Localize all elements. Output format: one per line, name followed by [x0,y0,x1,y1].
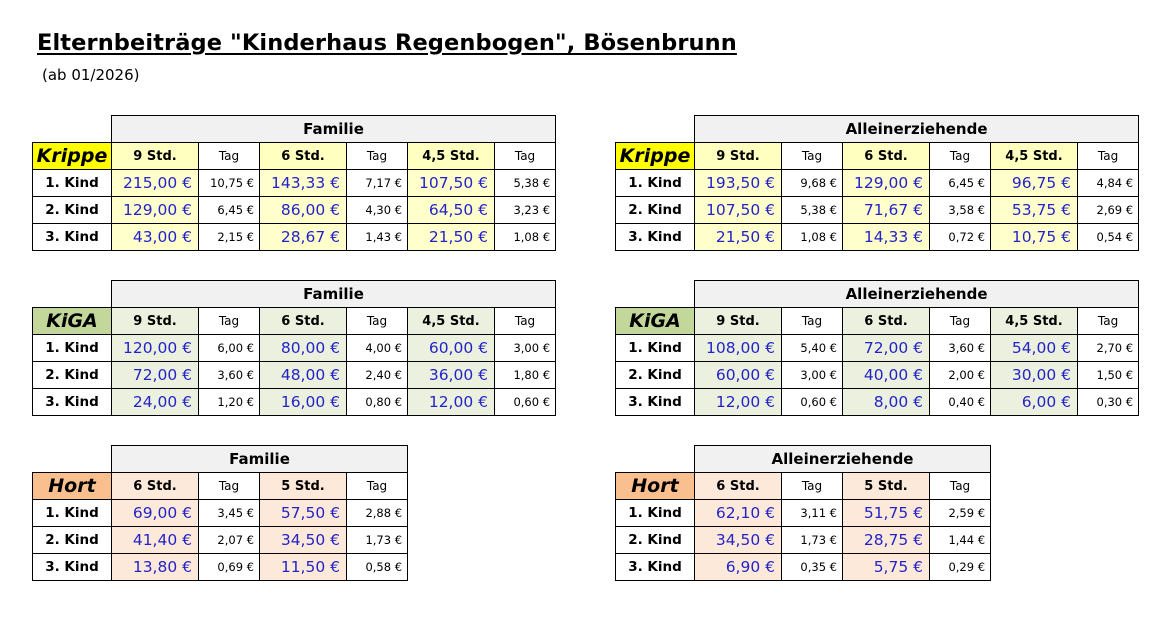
page-subtitle: (ab 01/2026) [42,66,140,84]
daily-fee-cell: 1,43 € [347,224,408,251]
daily-fee-cell: 3,60 € [199,362,260,389]
daily-fee-cell: 1,73 € [782,527,843,554]
monthly-fee-cell: 28,67 € [260,224,347,251]
daily-fee-cell: 2,59 € [930,500,991,527]
table-row [616,527,991,554]
daily-fee-cell: 1,08 € [782,224,843,251]
monthly-fee-cell: 28,75 € [843,527,930,554]
monthly-fee-cell: 5,75 € [843,554,930,581]
daily-fee-cell: 2,40 € [347,362,408,389]
daily-fee-cell: 4,30 € [347,197,408,224]
fee-table-krippe-allein [615,115,1139,251]
blank-corner [33,281,112,308]
monthly-fee-cell: 72,00 € [112,362,199,389]
column-header-tag: Tag [782,308,843,335]
monthly-fee-cell: 14,33 € [843,224,930,251]
daily-fee-cell: 5,38 € [782,197,843,224]
fee-table-krippe-familie [32,115,556,251]
column-header-hours: 5 Std. [260,473,347,500]
table-row [33,554,408,581]
row-label-kind: 1. Kind [616,500,695,527]
column-header-tag: Tag [347,473,408,500]
monthly-fee-cell: 96,75 € [991,170,1078,197]
daily-fee-cell: 5,40 € [782,335,843,362]
monthly-fee-cell: 71,67 € [843,197,930,224]
daily-fee-cell: 1,44 € [930,527,991,554]
daily-fee-cell: 1,50 € [1078,362,1139,389]
daily-fee-cell: 3,00 € [495,335,556,362]
table-row [33,335,556,362]
row-label-kind: 2. Kind [616,527,695,554]
group-header: Familie [112,446,408,473]
column-header-tag: Tag [930,473,991,500]
daily-fee-cell: 0,35 € [782,554,843,581]
daily-fee-cell: 3,23 € [495,197,556,224]
row-label-kind: 1. Kind [616,335,695,362]
row-label-kind: 1. Kind [33,335,112,362]
group-header: Familie [112,116,556,143]
fee-table-hort-familie [32,445,408,581]
daily-fee-cell: 1,73 € [347,527,408,554]
monthly-fee-cell: 53,75 € [991,197,1078,224]
monthly-fee-cell: 215,00 € [112,170,199,197]
monthly-fee-cell: 60,00 € [408,335,495,362]
daily-fee-cell: 0,69 € [199,554,260,581]
table-row [33,527,408,554]
monthly-fee-cell: 120,00 € [112,335,199,362]
blank-corner [616,446,695,473]
column-header-tag: Tag [199,473,260,500]
column-header-hours: 9 Std. [112,308,199,335]
category-label: Hort [616,473,695,500]
column-header-hours: 6 Std. [843,143,930,170]
daily-fee-cell: 0,60 € [782,389,843,416]
row-label-kind: 2. Kind [33,362,112,389]
monthly-fee-cell: 34,50 € [695,527,782,554]
daily-fee-cell: 3,60 € [930,335,991,362]
table-row [616,362,1139,389]
monthly-fee-cell: 54,00 € [991,335,1078,362]
group-header: Alleinerziehende [695,446,991,473]
daily-fee-cell: 1,80 € [495,362,556,389]
daily-fee-cell: 4,00 € [347,335,408,362]
daily-fee-cell: 0,29 € [930,554,991,581]
daily-fee-cell: 1,08 € [495,224,556,251]
monthly-fee-cell: 108,00 € [695,335,782,362]
monthly-fee-cell: 107,50 € [695,197,782,224]
daily-fee-cell: 6,45 € [930,170,991,197]
daily-fee-cell: 10,75 € [199,170,260,197]
monthly-fee-cell: 16,00 € [260,389,347,416]
monthly-fee-cell: 13,80 € [112,554,199,581]
category-label: KiGA [33,308,112,335]
monthly-fee-cell: 193,50 € [695,170,782,197]
column-header-hours: 9 Std. [112,143,199,170]
blank-corner [616,116,695,143]
column-header-hours: 9 Std. [695,143,782,170]
column-header-hours: 4,5 Std. [991,143,1078,170]
monthly-fee-cell: 11,50 € [260,554,347,581]
monthly-fee-cell: 21,50 € [408,224,495,251]
monthly-fee-cell: 21,50 € [695,224,782,251]
monthly-fee-cell: 43,00 € [112,224,199,251]
column-header-tag: Tag [1078,143,1139,170]
table-row [33,197,556,224]
monthly-fee-cell: 24,00 € [112,389,199,416]
table-row [33,362,556,389]
table-row [616,389,1139,416]
monthly-fee-cell: 72,00 € [843,335,930,362]
page-title: Elternbeiträge "Kinderhaus Regenbogen", Bösenbrunn [37,30,737,56]
group-header: Alleinerziehende [695,116,1139,143]
column-header-tag: Tag [930,308,991,335]
monthly-fee-cell: 6,00 € [991,389,1078,416]
monthly-fee-cell: 41,40 € [112,527,199,554]
monthly-fee-cell: 12,00 € [695,389,782,416]
table-row [616,224,1139,251]
daily-fee-cell: 0,54 € [1078,224,1139,251]
monthly-fee-cell: 129,00 € [843,170,930,197]
daily-fee-cell: 3,45 € [199,500,260,527]
table-row [616,197,1139,224]
category-label: KiGA [616,308,695,335]
blank-corner [33,446,112,473]
row-label-kind: 1. Kind [33,500,112,527]
daily-fee-cell: 2,07 € [199,527,260,554]
fee-table-hort-allein [615,445,991,581]
daily-fee-cell: 3,00 € [782,362,843,389]
category-label: Krippe [33,143,112,170]
column-header-tag: Tag [199,308,260,335]
monthly-fee-cell: 69,00 € [112,500,199,527]
monthly-fee-cell: 12,00 € [408,389,495,416]
column-header-hours: 6 Std. [695,473,782,500]
column-header-tag: Tag [347,143,408,170]
table-row [616,335,1139,362]
monthly-fee-cell: 80,00 € [260,335,347,362]
daily-fee-cell: 6,00 € [199,335,260,362]
daily-fee-cell: 3,11 € [782,500,843,527]
column-header-hours: 5 Std. [843,473,930,500]
daily-fee-cell: 0,80 € [347,389,408,416]
fee-table-kiga-familie [32,280,556,416]
column-header-tag: Tag [1078,308,1139,335]
group-header: Alleinerziehende [695,281,1139,308]
monthly-fee-cell: 143,33 € [260,170,347,197]
blank-corner [616,281,695,308]
row-label-kind: 2. Kind [616,197,695,224]
daily-fee-cell: 2,69 € [1078,197,1139,224]
table-row [616,500,991,527]
category-label: Hort [33,473,112,500]
monthly-fee-cell: 40,00 € [843,362,930,389]
column-header-hours: 9 Std. [695,308,782,335]
column-header-tag: Tag [495,308,556,335]
row-label-kind: 3. Kind [33,554,112,581]
daily-fee-cell: 2,70 € [1078,335,1139,362]
column-header-hours: 4,5 Std. [408,308,495,335]
table-row [33,224,556,251]
row-label-kind: 2. Kind [33,197,112,224]
table-row [33,500,408,527]
column-header-hours: 4,5 Std. [408,143,495,170]
monthly-fee-cell: 48,00 € [260,362,347,389]
table-row [616,554,991,581]
daily-fee-cell: 0,30 € [1078,389,1139,416]
monthly-fee-cell: 30,00 € [991,362,1078,389]
table-row [33,170,556,197]
monthly-fee-cell: 62,10 € [695,500,782,527]
row-label-kind: 3. Kind [616,554,695,581]
row-label-kind: 2. Kind [616,362,695,389]
monthly-fee-cell: 51,75 € [843,500,930,527]
daily-fee-cell: 6,45 € [199,197,260,224]
monthly-fee-cell: 36,00 € [408,362,495,389]
daily-fee-cell: 0,72 € [930,224,991,251]
daily-fee-cell: 2,88 € [347,500,408,527]
daily-fee-cell: 1,20 € [199,389,260,416]
monthly-fee-cell: 10,75 € [991,224,1078,251]
column-header-hours: 6 Std. [260,143,347,170]
row-label-kind: 3. Kind [33,224,112,251]
table-row [616,170,1139,197]
column-header-tag: Tag [199,143,260,170]
monthly-fee-cell: 57,50 € [260,500,347,527]
monthly-fee-cell: 6,90 € [695,554,782,581]
monthly-fee-cell: 129,00 € [112,197,199,224]
daily-fee-cell: 0,60 € [495,389,556,416]
daily-fee-cell: 9,68 € [782,170,843,197]
column-header-hours: 6 Std. [112,473,199,500]
daily-fee-cell: 0,58 € [347,554,408,581]
monthly-fee-cell: 34,50 € [260,527,347,554]
monthly-fee-cell: 8,00 € [843,389,930,416]
daily-fee-cell: 2,00 € [930,362,991,389]
daily-fee-cell: 2,15 € [199,224,260,251]
group-header: Familie [112,281,556,308]
column-header-tag: Tag [782,143,843,170]
category-label: Krippe [616,143,695,170]
row-label-kind: 3. Kind [616,389,695,416]
fee-table-kiga-allein [615,280,1139,416]
monthly-fee-cell: 107,50 € [408,170,495,197]
column-header-tag: Tag [495,143,556,170]
daily-fee-cell: 3,58 € [930,197,991,224]
column-header-hours: 6 Std. [843,308,930,335]
table-row [33,389,556,416]
daily-fee-cell: 5,38 € [495,170,556,197]
monthly-fee-cell: 64,50 € [408,197,495,224]
column-header-tag: Tag [930,143,991,170]
row-label-kind: 1. Kind [33,170,112,197]
column-header-tag: Tag [782,473,843,500]
row-label-kind: 3. Kind [33,389,112,416]
column-header-hours: 4,5 Std. [991,308,1078,335]
blank-corner [33,116,112,143]
daily-fee-cell: 7,17 € [347,170,408,197]
daily-fee-cell: 4,84 € [1078,170,1139,197]
daily-fee-cell: 0,40 € [930,389,991,416]
row-label-kind: 2. Kind [33,527,112,554]
column-header-hours: 6 Std. [260,308,347,335]
row-label-kind: 3. Kind [616,224,695,251]
row-label-kind: 1. Kind [616,170,695,197]
monthly-fee-cell: 86,00 € [260,197,347,224]
monthly-fee-cell: 60,00 € [695,362,782,389]
column-header-tag: Tag [347,308,408,335]
